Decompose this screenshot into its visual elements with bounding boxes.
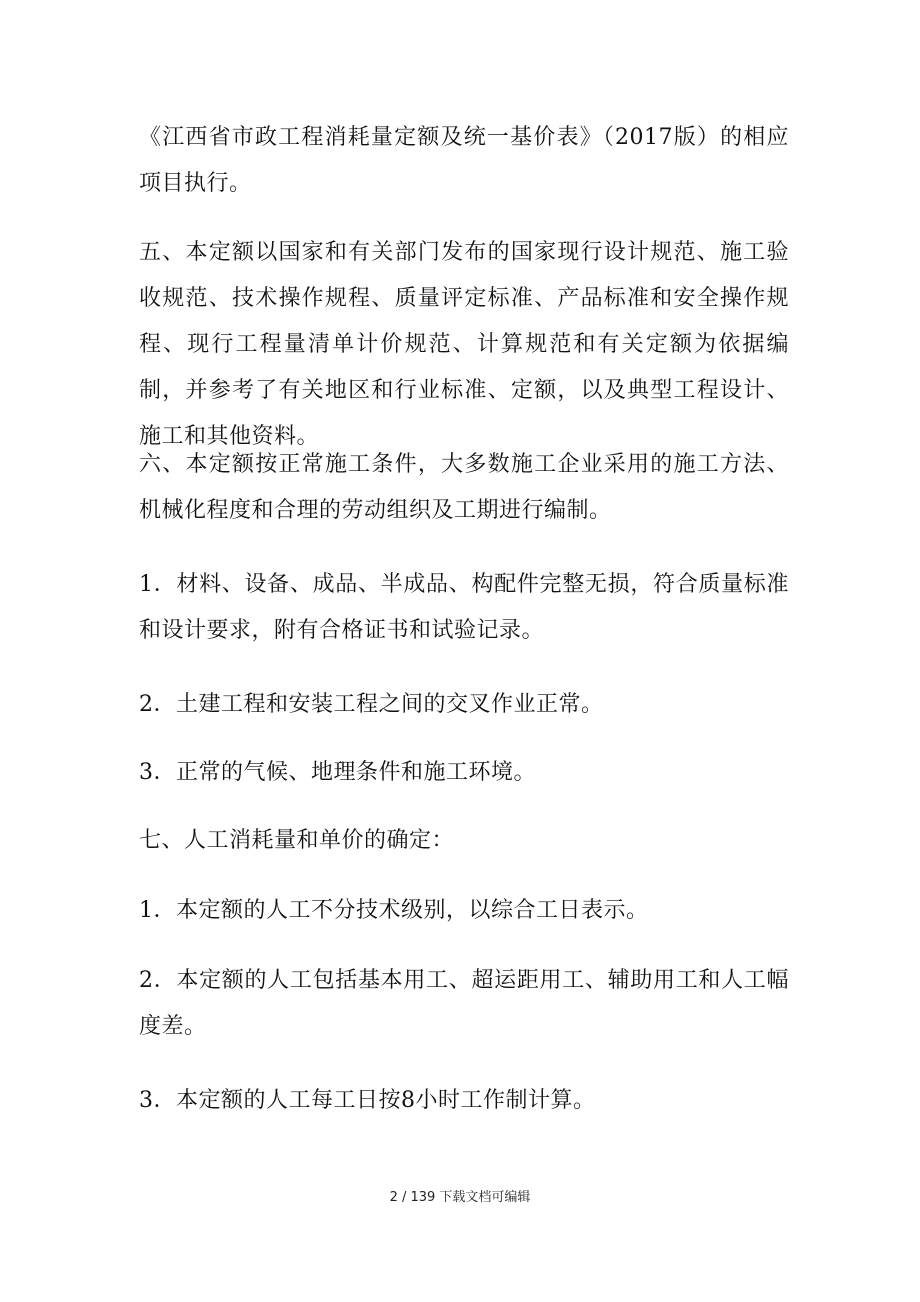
paragraph-10: 3．本定额的人工每工日按8小时工作制计算。 [139, 1088, 596, 1113]
paragraph-1: 《江西省市政工程消耗量定额及统一基价表》（2017版）的相应项目执行。 [139, 125, 789, 196]
paragraph-3: 六、本定额按正常施工条件，大多数施工企业采用的施工方法、机械化程度和合理的劳动组织及工期进行编制。 [139, 452, 789, 523]
page-footer: 2 / 139 下载文档可编辑 [389, 1190, 531, 1205]
paragraph-2: 五、本定额以国家和有关部门发布的国家现行设计规范、施工验收规范、技术操作规程、质量评定标准、产品标准和安全操作规程、现行工程量清单计价规范、计算规范和有关定额为依据编制，并参考了有关地区和行业标准、定额，以及典型工程设计、施工和其他资料。 [139, 240, 789, 449]
paragraph-4: 1．材料、设备、成品、半成品、构配件完整无损，符合质量标准和设计要求，附有合格证书和试验记录。 [139, 572, 789, 643]
paragraph-7: 七、人工消耗量和单价的确定： [139, 828, 455, 853]
paragraph-5: 2．土建工程和安装工程之间的交叉作业正常。 [139, 692, 604, 717]
paragraph-6: 3．正常的气候、地理条件和施工环境。 [139, 760, 536, 785]
paragraph-9: 2．本定额的人工包括基本用工、超运距用工、辅助用工和人工幅度差。 [139, 968, 789, 1039]
paragraph-8: 1．本定额的人工不分技术级别，以综合工日表示。 [139, 898, 649, 923]
